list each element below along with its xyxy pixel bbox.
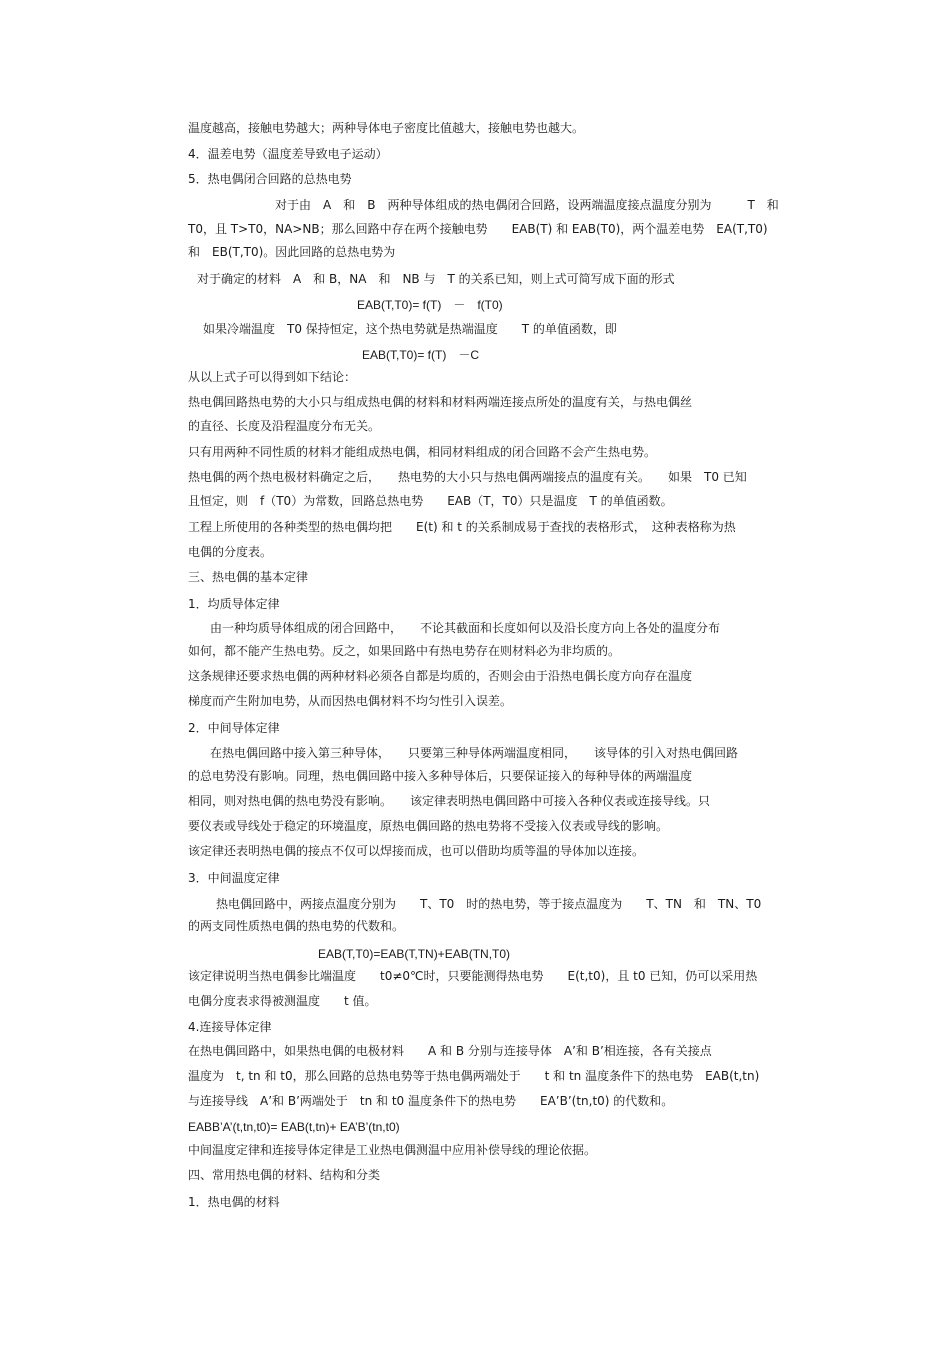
formula: EAB(T,T0)= f(T) －C [362, 348, 480, 362]
subsection-heading: 2．中间导体定律 [188, 721, 280, 735]
text-line: 如果冷端温度 T0 保持恒定，这个热电势就是热端温度 T 的单值函数，即 [203, 322, 617, 336]
text-line: 电偶的分度表。 [188, 545, 273, 559]
text-line: 热电偶回路中，两接点温度分别为 T、T0 时的热电势，等于接点温度为 T、TN 和 TN、T0 [216, 897, 762, 911]
formula: EAB(T,T0)=EAB(T,TN)+EAB(TN,T0) [318, 947, 511, 961]
text-line: 由一种均质导体组成的闭合回路中， 不论其截面和长度如何以及沿长度方向上各处的温度分布 [210, 621, 721, 635]
text-line: 的两支同性质热电偶的热电势的代数和。 [188, 919, 405, 933]
text-line: 在热电偶回路中接入第三种导体， 只要第三种导体两端温度相同， 该导体的引入对热电偶回路 [210, 746, 739, 760]
subsection-heading: 4.连接导体定律 [188, 1020, 272, 1034]
text-line: 工程上所使用的各种类型的热电偶均把 E(t) 和 t 的关系制成易于查找的表格形式， 这种表格称为热 [188, 520, 736, 534]
text-line: 4．温差电势（温度差导致电子运动） [188, 147, 388, 161]
section-heading: 三、热电偶的基本定律 [188, 570, 309, 584]
text-line: 该定律说明当热电偶参比端温度 t0≠0℃时，只要能测得热电势 E(t,t0)，且 t0 已知，仍可以采用热 [188, 969, 758, 983]
text-line: 和 EB(T,T0)。因此回路的总热电势为 [188, 245, 396, 259]
text-line: 温度越高，接触电势越大；两种导体电子密度比值越大，接触电势也越大。 [188, 121, 585, 135]
text-line: T0，且 T>T0，NA>NB；那么回路中存在两个接触电势 EAB(T) 和 EAB(T0)，两个温差电势 EA(T,T0) [188, 222, 768, 236]
text-line: 梯度而产生附加电势，从而因热电偶材料不均匀性引入误差。 [188, 694, 513, 708]
text-line: 温度为 t, tn 和 t0，那么回路的总热电势等于热电偶两端处于 t 和 tn 温度条件下的热电势 EAB(t,tn) [188, 1069, 760, 1083]
text-line: 如何，都不能产生热电势。反之，如果回路中有热电势存在则材料必为非均质的。 [188, 644, 621, 658]
subsection-heading: 1．均质导体定律 [188, 597, 280, 611]
text-line: 该定律还表明热电偶的接点不仅可以焊接而成，也可以借助均质等温的导体加以连接。 [188, 844, 645, 858]
subsection-heading: 3．中间温度定律 [188, 871, 280, 885]
text-line: 5．热电偶闭合回路的总热电势 [188, 172, 352, 186]
section-heading: 四、常用热电偶的材料、结构和分类 [188, 1168, 381, 1182]
text-line: 且恒定，则 f（T0）为常数，回路总热电势 EAB（T，T0）只是温度 T 的单值函数。 [188, 494, 673, 508]
text-line: 这条规律还要求热电偶的两种材料必须各自都是均质的，否则会由于沿热电偶长度方向存在温度 [188, 669, 693, 683]
text-line: 电偶分度表求得被测温度 t 值。 [188, 994, 377, 1008]
text-line: 的直径、长度及沿程温度分布无关。 [188, 419, 381, 433]
subsection-heading: 1．热电偶的材料 [188, 1195, 280, 1209]
text-line: 只有用两种不同性质的材料才能组成热电偶，相同材料组成的闭合回路不会产生热电势。 [188, 445, 657, 459]
text-line: 对于确定的材料 A 和 B，NA 和 NB 与 T 的关系已知，则上式可简写成下面的形式 [197, 272, 675, 286]
text-line: 的总电势没有影响。同理，热电偶回路中接入多种导体后，只要保证接入的每种导体的两端温度 [188, 769, 693, 783]
text-line: 热电偶的两个热电极材料确定之后， 热电势的大小只与热电偶两端接点的温度有关。 如果 T0 已知 [188, 470, 747, 484]
text-line: 与连接导线 A’和 B’两端处于 tn 和 t0 温度条件下的热电势 EA’B’(tn,t0) 的代数和。 [188, 1094, 674, 1108]
formula: EAB(T,T0)= f(T) － f(T0) [357, 298, 503, 312]
text-line: 要仪表或导线处于稳定的环境温度，原热电偶回路的热电势将不受接入仪表或导线的影响。 [188, 819, 669, 833]
text-line: 对于由 A 和 B 两种导体组成的热电偶闭合回路，设两端温度接点温度分别为 T 和 [275, 198, 779, 212]
text-line: 中间温度定律和连接导体定律是工业热电偶测温中应用补偿导线的理论依据。 [188, 1143, 597, 1157]
text-line: 在热电偶回路中，如果热电偶的电极材料 A 和 B 分别与连接导体 A’和 B’相连接，各有关接点 [188, 1044, 712, 1058]
formula: EABB’A’(t,tn,t0)= EAB(t,tn)+ EA’B’(tn,t0) [188, 1120, 400, 1134]
text-line: 热电偶回路热电势的大小只与组成热电偶的材料和材料两端连接点所处的温度有关，与热电偶丝 [188, 395, 693, 409]
text-line: 相同，则对热电偶的热电势没有影响。 该定律表明热电偶回路中可接入各种仪表或连接导线。只 [188, 794, 711, 808]
text-line: 从以上式子可以得到如下结论： [188, 370, 357, 384]
